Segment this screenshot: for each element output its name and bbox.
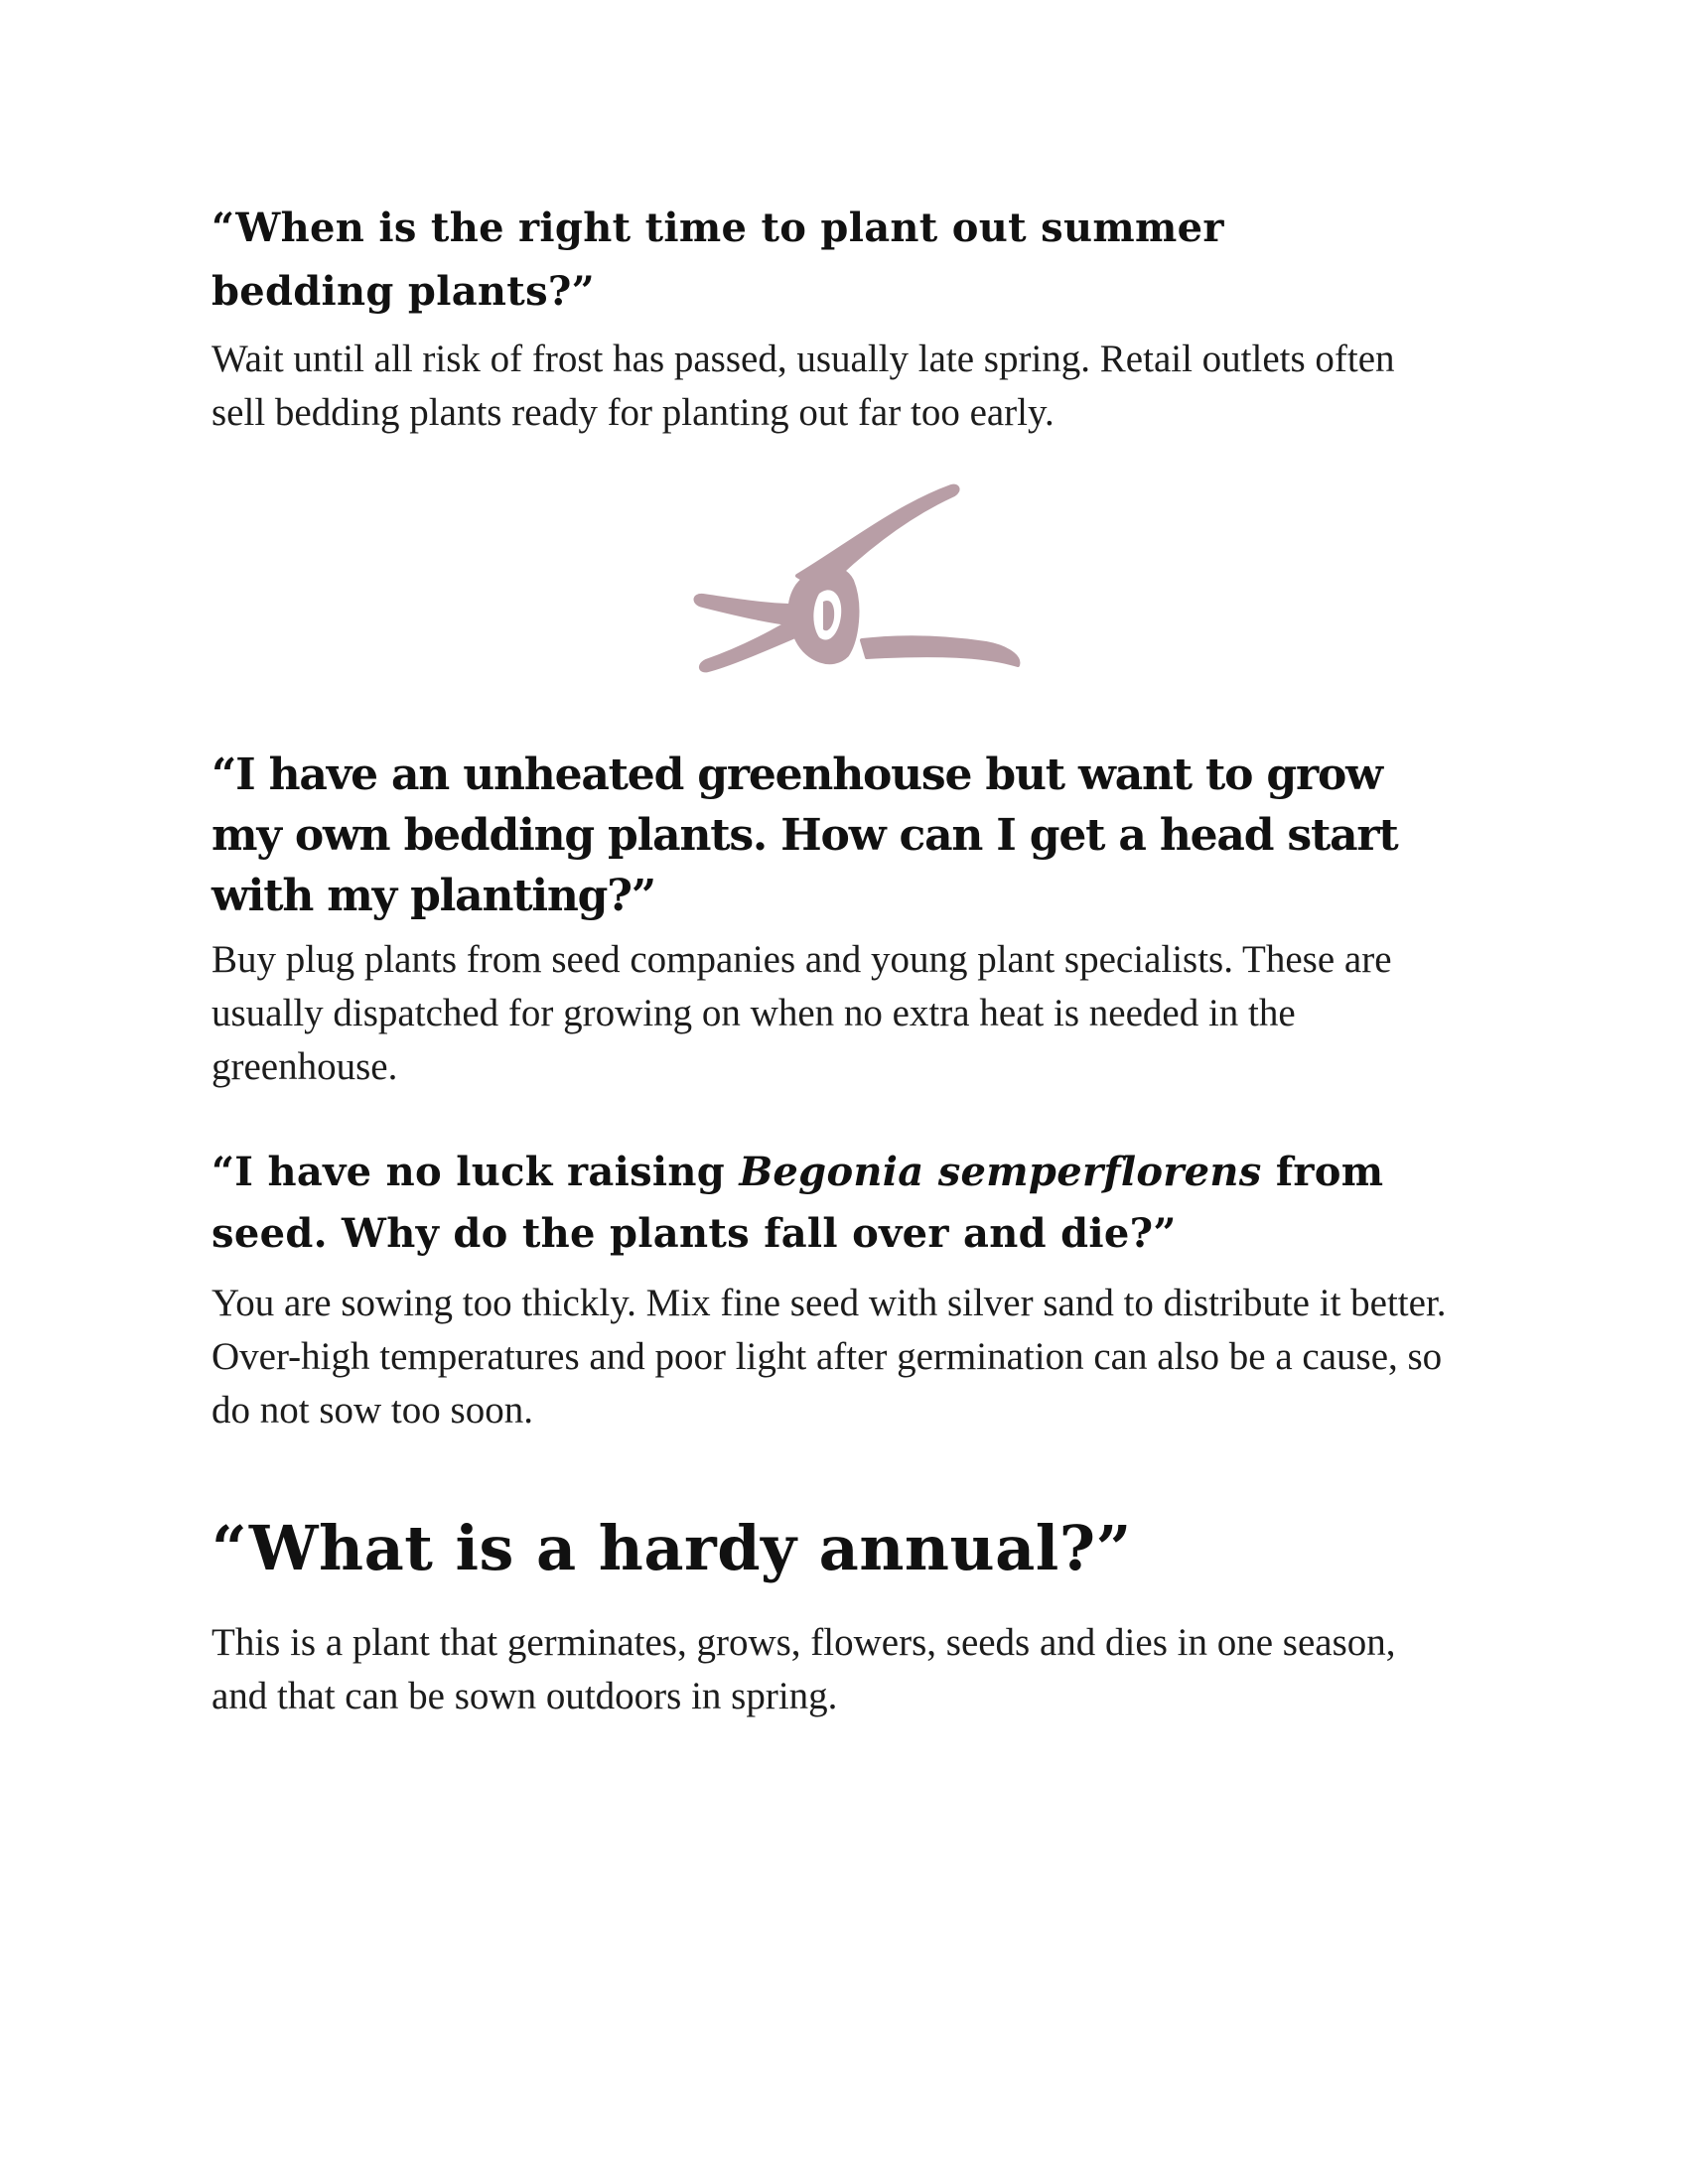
answer-1: Wait until all risk of frost has passed, usually late spring. Retail outlets often sell bedding plants ready for planting out far too early. xyxy=(211,338,1395,434)
answer-3: You are sowing too thickly. Mix fine seed with silver sand to distribute it better. Over-high temperatures and poor light after germination can also be a cause, so do not sow too soon. xyxy=(211,1282,1447,1432)
question-4: “What is a hardy annual?” xyxy=(211,1512,1132,1584)
question-1: “When is the right time to plant out summer bedding plants?” xyxy=(211,205,1224,315)
answer-4: This is a plant that germinates, grows, flowers, seeds and dies in one season, and that can be sown outdoors in spring. xyxy=(211,1621,1396,1717)
question-3-after: from seed. Why do the plants fall over and die?” xyxy=(211,1149,1384,1257)
question-3-before: “I have no luck raising xyxy=(211,1149,740,1195)
secateurs-icon xyxy=(648,467,1065,705)
answer-2: Buy plug plants from seed companies and young plant specialists. These are usually dispatched for growing on when no extra heat is needed in the greenhouse. xyxy=(211,938,1392,1088)
secateurs-illustration xyxy=(648,467,1065,705)
question-3-species: Begonia semperflorens xyxy=(739,1149,1262,1195)
question-2: “I have an unheated greenhouse but want to grow my own bedding plants. How can I get a head start with my planting?” xyxy=(211,750,1398,921)
question-3 xyxy=(211,1142,1473,1265)
